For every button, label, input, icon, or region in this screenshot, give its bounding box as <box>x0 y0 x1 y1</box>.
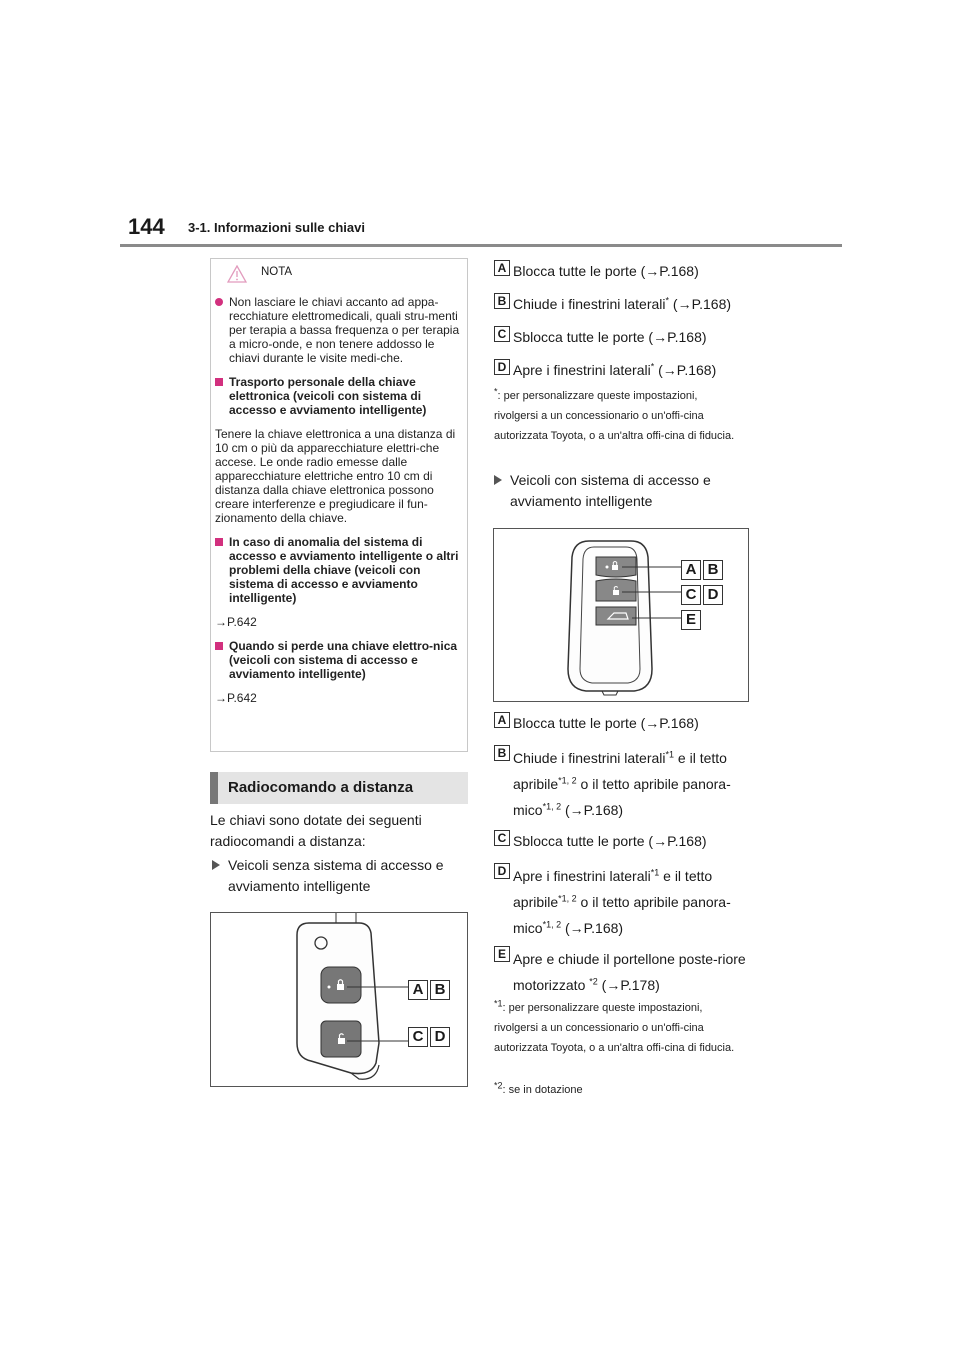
label-b: B <box>430 980 450 1000</box>
label-e: E <box>494 946 510 962</box>
label-b: B <box>703 560 723 580</box>
footnote-ref: *1, 2 <box>542 919 562 930</box>
note-item <box>215 639 463 681</box>
text: (→P.168) <box>654 362 717 378</box>
list-item-b <box>513 293 753 315</box>
list-item-a: Blocca tutte le porte (→P.168) <box>513 715 699 731</box>
footnote-mark: *1 <box>494 998 503 1009</box>
footnote-ref: *2 <box>589 976 598 987</box>
bullet-square <box>215 538 223 546</box>
text: e il tetto apribile <box>513 750 727 792</box>
text: (→P.168) <box>669 296 732 312</box>
note-header <box>211 259 467 289</box>
text: e il tetto apribile <box>513 868 713 910</box>
label-b: B <box>494 293 510 309</box>
note-item <box>215 295 463 365</box>
list-item-c: Sblocca tutte le porte (→P.168) <box>513 833 707 849</box>
label-d: D <box>703 585 723 605</box>
note-label: NOTA <box>261 266 293 278</box>
text: Apre i finestrini laterali <box>513 868 651 884</box>
list-item-d <box>513 359 753 381</box>
label-a: A <box>494 260 510 276</box>
text: Apre e chiude il portellone poste-riore motorizzato <box>513 951 746 993</box>
bullet-square <box>215 378 223 386</box>
text: o il tetto apribile panora-mico <box>513 776 731 818</box>
page-number: 144 <box>128 214 165 239</box>
label-c: C <box>494 326 510 342</box>
key-figure-smart <box>493 528 749 702</box>
note-item <box>215 535 463 605</box>
label-e: E <box>681 610 701 630</box>
note-paragraph: Tenere la chiave elettronica a una distanza di 10 cm o più da apparecchiature elettri-che accese. Le onde radio emesse dalle apparecchiature elettriche entro 10 cm di distanza dalla chiave elettronica possono creare interferenze e pregiudicare il fun-zionamento della chiave. <box>215 427 456 525</box>
footnote-ref: *1 <box>650 867 660 878</box>
note-item-title: In caso di anomalia del sistema di accesso e avviamento intelligente o altri problemi della chiave (veicoli con sistema di accesso e avviamento intelligente) <box>229 535 459 605</box>
footnote-mark: *2 <box>494 1080 503 1091</box>
text: (→P.168) <box>561 920 624 936</box>
footnote-text: : per personalizzare queste impostazioni, rivolgersi a un concessionario o un'offi-cina autorizzata Toyota, o a un'altra offi-cina di fiducia. <box>494 390 735 442</box>
text: Apre i finestrini laterali <box>513 362 651 378</box>
footnote-mark: * <box>494 386 498 397</box>
note-body <box>215 295 463 715</box>
footnote-text: : per personalizzare queste impostazioni, rivolgersi a un concessionario o un'offi-cina autorizzata Toyota, o a un'altra offi-cina di fiducia. <box>494 1002 735 1054</box>
text: Chiude i finestrini laterali <box>513 750 666 766</box>
footnote <box>494 998 746 1058</box>
text: Chiude i finestrini laterali <box>513 296 666 312</box>
list-item-b <box>513 745 748 823</box>
label-c: C <box>681 585 701 605</box>
note-box <box>210 258 468 752</box>
arrow-icon <box>212 860 220 870</box>
variant-text: Veicoli senza sistema di accesso e avviamento intelligente <box>228 857 444 894</box>
label-c: C <box>408 1027 428 1047</box>
footnote <box>494 1080 746 1100</box>
footnote-ref: *1, 2 <box>558 893 577 904</box>
note-item-title: Quando si perde una chiave elettro-nica (veicoli con sistema di accesso e avviamento intelligente) <box>229 639 458 681</box>
section-heading <box>210 772 468 804</box>
key-illustration <box>211 913 467 1086</box>
label-a: A <box>408 980 428 1000</box>
bullet-square <box>215 642 223 650</box>
header-divider <box>120 244 842 247</box>
intro-text: Le chiavi sono dotate dei seguenti radiocomandi a distanza: <box>210 812 422 849</box>
warning-icon <box>227 265 247 283</box>
footnote-ref: * <box>650 361 655 372</box>
label-a: A <box>681 560 701 580</box>
list-item-e <box>513 946 748 998</box>
text: o il tetto apribile panora-mico <box>513 894 731 936</box>
note-item <box>215 375 463 417</box>
text: (→P.178) <box>597 977 660 993</box>
footnote <box>494 386 744 446</box>
label-d: D <box>430 1027 450 1047</box>
variant-heading-1 <box>228 855 468 897</box>
list-item-a: Blocca tutte le porte (→P.168) <box>513 263 699 279</box>
label-c: C <box>494 830 510 846</box>
label-b: B <box>494 745 510 761</box>
list-item-c: Sblocca tutte le porte (→P.168) <box>513 329 707 345</box>
label-d: D <box>494 359 510 375</box>
heading-bar <box>210 772 218 804</box>
key-figure-standard <box>210 912 468 1087</box>
page-reference: →P.642 <box>215 691 257 705</box>
variant-heading-2 <box>510 470 746 512</box>
label-d: D <box>494 863 510 879</box>
bullet-dot <box>215 298 223 306</box>
footnote-text: : se in dotazione <box>502 1084 583 1096</box>
arrow-icon <box>494 475 502 485</box>
text: (→P.168) <box>561 802 624 818</box>
footnote-ref: *1 <box>665 749 675 760</box>
section-heading-text: Radiocomando a distanza <box>228 779 414 796</box>
list-item-d <box>513 863 748 941</box>
footnote-ref: * <box>665 295 670 306</box>
smart-key-illustration <box>494 529 748 701</box>
label-a: A <box>494 712 510 728</box>
footnote-ref: *1, 2 <box>558 775 577 786</box>
section-title: 3-1. Informazioni sulle chiavi <box>188 220 365 235</box>
page-reference: →P.642 <box>215 615 257 629</box>
footnote-ref: *1, 2 <box>542 801 562 812</box>
note-item-text: Non lasciare le chiavi accanto ad appa-recchiature elettromedicali, quali stru-menti per terapia a bassa frequenza o per terapia a micro-onde, e non tenere addosso le chiavi durante le visite medi-che. <box>229 295 460 365</box>
variant-text: Veicoli con sistema di accesso e avviamento intelligente <box>510 472 711 509</box>
note-item-title: Trasporto personale della chiave elettronica (veicoli con sistema di accesso e avviamento intelligente) <box>229 375 427 417</box>
